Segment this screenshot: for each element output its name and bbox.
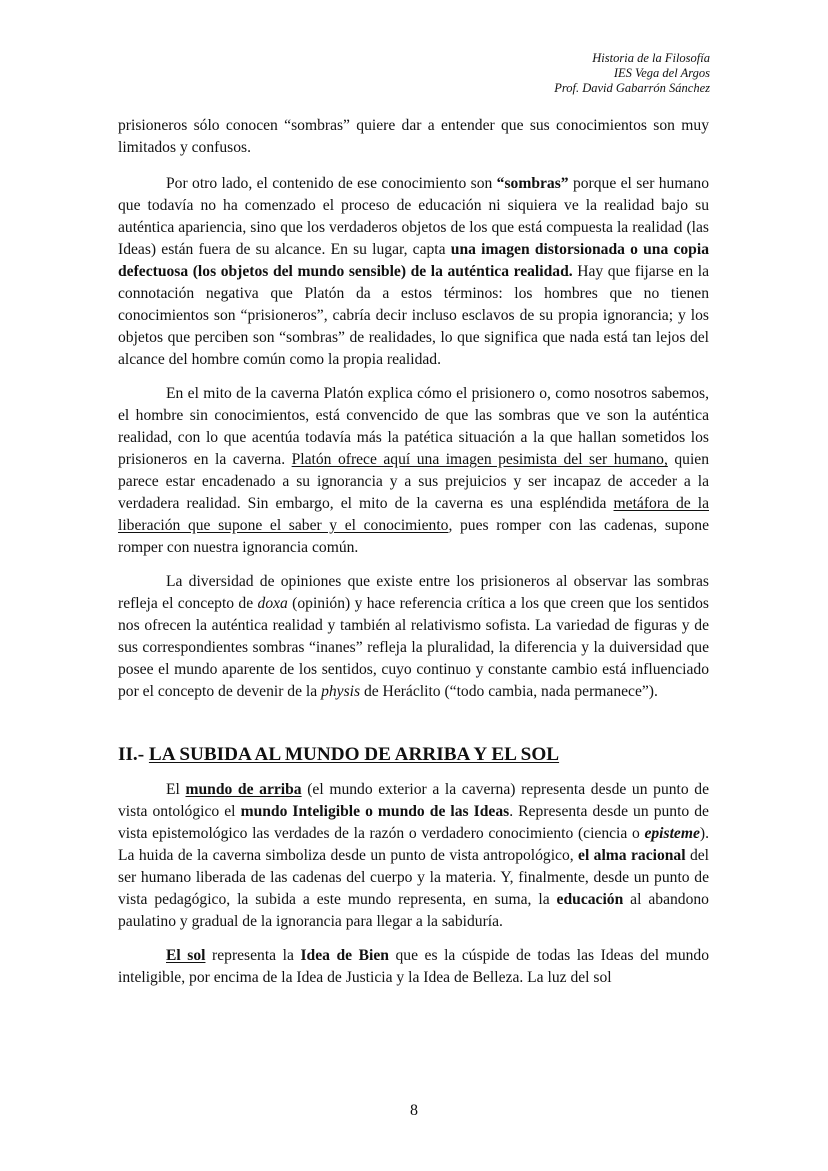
p6-bold-underline-1: El sol: [166, 947, 206, 964]
p2-text-1: Por otro lado, el contenido de ese conocimiento son: [166, 175, 497, 192]
paragraph-2: [118, 173, 709, 371]
paragraph-4: [118, 571, 709, 703]
document-body: [118, 115, 709, 1001]
p5-bold-underline-1: mundo de arriba: [185, 781, 302, 798]
p3-text-3: , pues romper con las cadenas, supone romper con nuestra ignorancia común.: [118, 517, 709, 556]
page-header: [554, 51, 710, 96]
p5-text-6: al abandono paulatino y gradual de la ignorancia para llegar a la sabiduría.: [118, 891, 709, 930]
p4-text-2: (opinión) y hace referencia crítica a los que creen que los sentidos nos ofrecen la auténtica realidad y también al relativismo sofista. La variedad de figuras y de sus correspondientes sombras “inanes” refleja la pluralidad, la diferencia y la duiversidad que posee el mundo aparente de los sentidos, cuyo continuo y constante cambio está influenciado por el concepto de devenir de la: [118, 595, 710, 700]
p6-text-2: que es la cúspide de todas las Ideas del mundo inteligible, por encima de la Idea de Justicia y la Idea de Belleza. La luz del sol: [118, 947, 710, 986]
header-teacher: Prof. David Gabarrón Sánchez: [554, 81, 710, 95]
p1-text: prisioneros sólo conocen “sombras” quiere dar a entender que sus conocimientos son muy limitados y confusos.: [118, 117, 709, 156]
paragraph-5: [118, 779, 709, 933]
p5-text-5: del ser humano liberada de las cadenas del cuerpo y la materia. Y, finalmente, desde un punto de vista pedagógico, la subida a este mundo representa, en suma, la: [118, 847, 709, 908]
page-number: 8: [410, 1102, 418, 1119]
p6-bold-1: Idea de Bien: [300, 947, 389, 964]
p6-text-1: representa la: [205, 947, 301, 964]
section-title: LA SUBIDA AL MUNDO DE ARRIBA Y EL SOL: [148, 744, 560, 765]
p5-text-1: El: [166, 781, 186, 798]
p5-bold-3: educación: [556, 891, 624, 908]
p5-bold-2: el alma racional: [578, 847, 686, 864]
paragraph-3: [118, 383, 709, 559]
p3-text-2: quien parece estar encadenado a su ignorancia y a sus prejuicios y ser incapaz de acceder a la verdadera realidad. Sin embargo, el mito de la caverna es una espléndida: [118, 451, 709, 512]
p4-text-1: La diversidad de opiniones que existe entre los prisioneros al observar las sombras refleja el concepto de: [118, 573, 709, 612]
p2-bold-2: una imagen distorsionada o una copia defectuosa (los objetos del mundo sensible) de la auténtica realidad.: [118, 241, 709, 280]
paragraph-1: [118, 115, 709, 159]
p4-italic-physis: physis: [321, 683, 361, 700]
p3-underline-2: metáfora de la liberación que supone el saber y el conocimiento: [118, 495, 709, 534]
header-school: IES Vega del Argos: [613, 66, 710, 80]
p5-bold-italic-episteme: episteme: [644, 825, 700, 842]
header-subject: Historia de la Filosofía: [592, 51, 710, 65]
p4-italic-doxa: doxa: [257, 595, 288, 612]
p2-text-2: porque el ser humano que todavía no ha comenzado el proceso de educación ni siquiera ve la realidad bajo su auténtica apariencia, sino que los verdaderos objetos de los que está compuesta la realidad (las Ideas) están fuera de su alcance. En su lugar, capta: [118, 175, 710, 258]
section-heading: [118, 743, 709, 767]
p5-bold-1: mundo Inteligible o mundo de las Ideas: [240, 803, 510, 820]
p5-text-2: (el mundo exterior a la caverna) representa desde un punto de vista ontológico el: [118, 781, 710, 820]
p3-text-1: En el mito de la caverna Platón explica cómo el prisionero o, como nosotros sabemos, el hombre sin conocimientos, está convencido de que las sombras que ve son la auténtica realidad, con lo que acentúa todavía más la patética situación a la que hallan sometidos los prisioneros en la caverna.: [118, 385, 709, 468]
p5-text-4: ). La huida de la caverna simboliza desde un punto de vista antropológico,: [118, 825, 709, 864]
p2-bold-1: “sombras”: [496, 175, 569, 192]
p5-text-3: . Representa desde un punto de vista epistemológico las verdades de la razón o verdadero conocimiento (ciencia o: [118, 803, 709, 842]
section-number: II.-: [118, 744, 149, 765]
p2-text-3: Hay que fijarse en la connotación negativa que Platón da a estos términos: los hombres que no tienen conocimientos son “prisioneros”, cabría decir incluso esclavos de su propia ignorancia; y los objetos que perciben son “sombras” de realidades, lo que significa que nada está tan lejos del alcance del hombre común como la propia realidad.: [118, 263, 709, 368]
p4-text-3: de Heráclito (“todo cambia, nada permanece”).: [360, 683, 658, 700]
paragraph-6: [118, 945, 709, 989]
p3-underline-1: Platón ofrece aquí una imagen pesimista del ser humano,: [291, 451, 668, 468]
